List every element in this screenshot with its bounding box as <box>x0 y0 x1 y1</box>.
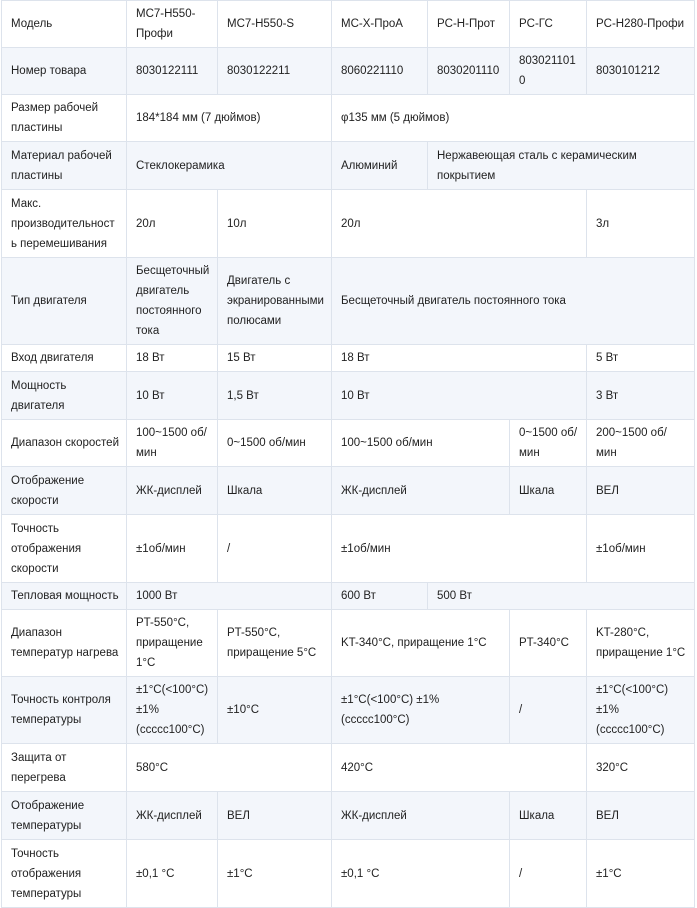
spec-value-cell: 8030122211 <box>218 48 332 95</box>
model-name-cell: PC-ГС <box>510 1 587 48</box>
spec-value-cell: 0~1500 об/мин <box>510 420 587 467</box>
spec-value-cell: ±1об/мин <box>587 515 695 583</box>
spec-value-cell: Бесщеточный двигатель постоянного тока <box>332 258 695 345</box>
spec-value-cell: 15 Вт <box>218 345 332 372</box>
row-label-cell: Точность отображения температуры <box>2 840 127 908</box>
spec-value-cell: ±1°C <box>218 840 332 908</box>
row-label-cell: Отображение температуры <box>2 792 127 840</box>
spec-value-cell: ЖК-дисплей <box>127 467 218 515</box>
row-label-cell: Защита от перегрева <box>2 744 127 792</box>
row-label-cell: Отображение скорости <box>2 467 127 515</box>
spec-value-cell: ВЕЛ <box>587 467 695 515</box>
spec-value-cell: 20л <box>127 190 218 258</box>
model-name-cell: MC7-H550-S <box>218 1 332 48</box>
spec-value-cell: Нержавеющая сталь с керамическим покрытием <box>428 142 695 190</box>
spec-value-cell: Шкала <box>510 792 587 840</box>
row-label-cell: Диапазон скоростей <box>2 420 127 467</box>
spec-value-cell: 8030122111 <box>127 48 218 95</box>
spec-value-cell: ЖК-дисплей <box>332 792 510 840</box>
spec-value-cell: ±1°C(<100°C) ±1%(ссссс100°C) <box>587 677 695 744</box>
spec-value-cell: 500 Вт <box>428 583 695 610</box>
model-name-cell: MC7-H550-Профи <box>127 1 218 48</box>
table-row <box>2 583 695 610</box>
table-row <box>2 190 695 258</box>
spec-value-cell: KT-280°C, приращение 1°C <box>587 610 695 677</box>
spec-value-cell: Двигатель с экранированными полюсами <box>218 258 332 345</box>
spec-value-cell: 100~1500 об/мин <box>127 420 218 467</box>
spec-value-cell: Шкала <box>510 467 587 515</box>
spec-value-cell: ±1об/мин <box>127 515 218 583</box>
table-row <box>2 792 695 840</box>
spec-value-cell: ±10°C <box>218 677 332 744</box>
table-row <box>2 515 695 583</box>
spec-table-body <box>2 1 695 908</box>
spec-value-cell: 18 Вт <box>332 345 587 372</box>
table-row <box>2 840 695 908</box>
spec-value-cell: / <box>510 840 587 908</box>
spec-value-cell: 200~1500 об/мин <box>587 420 695 467</box>
row-label-cell: Размер рабочей пластины <box>2 95 127 142</box>
spec-value-cell: Бесщеточный двигатель постоянного тока <box>127 258 218 345</box>
spec-value-cell: 5 Вт <box>587 345 695 372</box>
table-row <box>2 345 695 372</box>
spec-value-cell: 8060221110 <box>332 48 428 95</box>
spec-value-cell: 10 Вт <box>332 372 587 420</box>
row-label-cell: Номер товара <box>2 48 127 95</box>
spec-value-cell: 3л <box>587 190 695 258</box>
row-label-cell: Диапазон температур нагрева <box>2 610 127 677</box>
table-row <box>2 467 695 515</box>
spec-value-cell: 1000 Вт <box>127 583 332 610</box>
row-label-cell: Тип двигателя <box>2 258 127 345</box>
spec-value-cell: ±1°C <box>587 840 695 908</box>
model-name-cell: PC-H-Прот <box>428 1 510 48</box>
spec-value-cell: Алюминий <box>332 142 428 190</box>
spec-value-cell: 1,5 Вт <box>218 372 332 420</box>
spec-value-cell: 420°C <box>332 744 587 792</box>
row-label-cell: Мощность двигателя <box>2 372 127 420</box>
row-label-cell: Вход двигателя <box>2 345 127 372</box>
table-header-row <box>2 1 695 48</box>
spec-value-cell: PT-550°C, приращение 5°C <box>218 610 332 677</box>
spec-value-cell: ±1°C(<100°C) ±1%(ссссс100°C) <box>332 677 510 744</box>
spec-value-cell: 3 Вт <box>587 372 695 420</box>
spec-value-cell: / <box>218 515 332 583</box>
spec-table <box>1 0 695 908</box>
spec-value-cell: KT-340°C, приращение 1°C <box>332 610 510 677</box>
spec-value-cell: ЖК-дисплей <box>127 792 218 840</box>
table-row <box>2 95 695 142</box>
spec-value-cell: 18 Вт <box>127 345 218 372</box>
spec-value-cell: Стеклокерамика <box>127 142 332 190</box>
table-row <box>2 420 695 467</box>
spec-value-cell: ЖК-дисплей <box>332 467 510 515</box>
spec-value-cell: 8030201110 <box>428 48 510 95</box>
spec-value-cell: 184*184 мм (7 дюймов) <box>127 95 332 142</box>
spec-value-cell: ±0,1 °C <box>332 840 510 908</box>
spec-value-cell: 580°C <box>127 744 332 792</box>
spec-value-cell: ±1об/мин <box>332 515 587 583</box>
spec-value-cell: 0~1500 об/мин <box>218 420 332 467</box>
table-row <box>2 142 695 190</box>
table-row <box>2 372 695 420</box>
spec-value-cell: ВЕЛ <box>587 792 695 840</box>
table-row <box>2 677 695 744</box>
spec-value-cell: PT-340°C <box>510 610 587 677</box>
spec-value-cell: 8030211010 <box>510 48 587 95</box>
row-label-cell: Макс. производительность перемешивания <box>2 190 127 258</box>
table-row <box>2 258 695 345</box>
spec-value-cell: 10 Вт <box>127 372 218 420</box>
spec-value-cell: 8030101212 <box>587 48 695 95</box>
spec-value-cell: ±0,1 °C <box>127 840 218 908</box>
model-name-cell: PC-H280-Профи <box>587 1 695 48</box>
table-row <box>2 48 695 95</box>
spec-value-cell: 320°C <box>587 744 695 792</box>
row-label-cell: Материал рабочей пластины <box>2 142 127 190</box>
spec-value-cell: φ135 мм (5 дюймов) <box>332 95 695 142</box>
model-name-cell: MC-X-ПроA <box>332 1 428 48</box>
row-label-cell: Тепловая мощность <box>2 583 127 610</box>
table-row <box>2 744 695 792</box>
spec-value-cell: 20л <box>332 190 587 258</box>
row-label-cell: Точность отображения скорости <box>2 515 127 583</box>
spec-value-cell: 600 Вт <box>332 583 428 610</box>
spec-value-cell: 100~1500 об/мин <box>332 420 510 467</box>
spec-value-cell: PT-550°C, приращение 1°C <box>127 610 218 677</box>
spec-value-cell: Шкала <box>218 467 332 515</box>
spec-value-cell: ±1°C(<100°C) ±1%(ссссс100°C) <box>127 677 218 744</box>
row-label-cell: Точность контроля температуры <box>2 677 127 744</box>
row-label-cell: Модель <box>2 1 127 48</box>
spec-value-cell: ВЕЛ <box>218 792 332 840</box>
spec-value-cell: / <box>510 677 587 744</box>
table-row <box>2 610 695 677</box>
spec-value-cell: 10л <box>218 190 332 258</box>
